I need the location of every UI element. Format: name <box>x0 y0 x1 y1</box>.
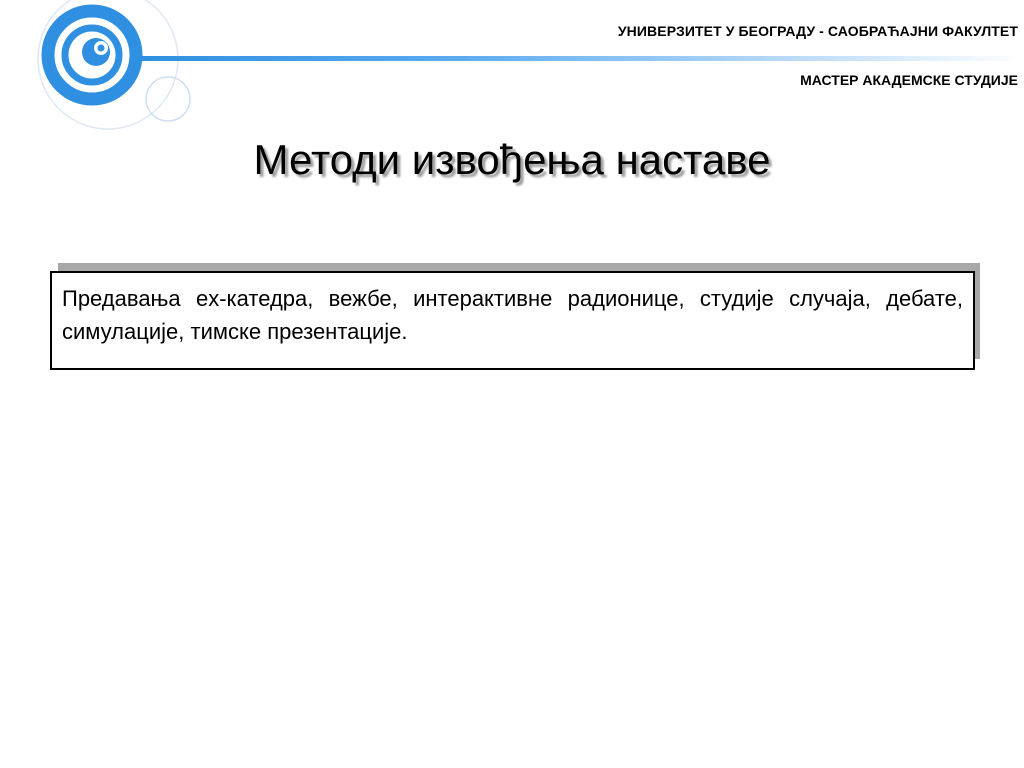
content-box <box>50 271 975 370</box>
content-text: Предавања ex-катедра, вежбе, интерактивне радионице, студије случаја, дебате, симулације, тимске презентације. <box>62 286 963 344</box>
program-name: МАСТЕР АКАДЕМСКЕ СТУДИЈЕ <box>800 72 1018 88</box>
university-name: УНИВЕРЗИТЕТ У БЕОГРАДУ - САОБРАЋАЈНИ ФАКУЛТЕТ <box>617 23 1018 39</box>
header-divider-line <box>140 56 1024 61</box>
faculty-logo-icon <box>0 0 220 130</box>
slide-title: Методи извођења наставе <box>253 136 771 183</box>
